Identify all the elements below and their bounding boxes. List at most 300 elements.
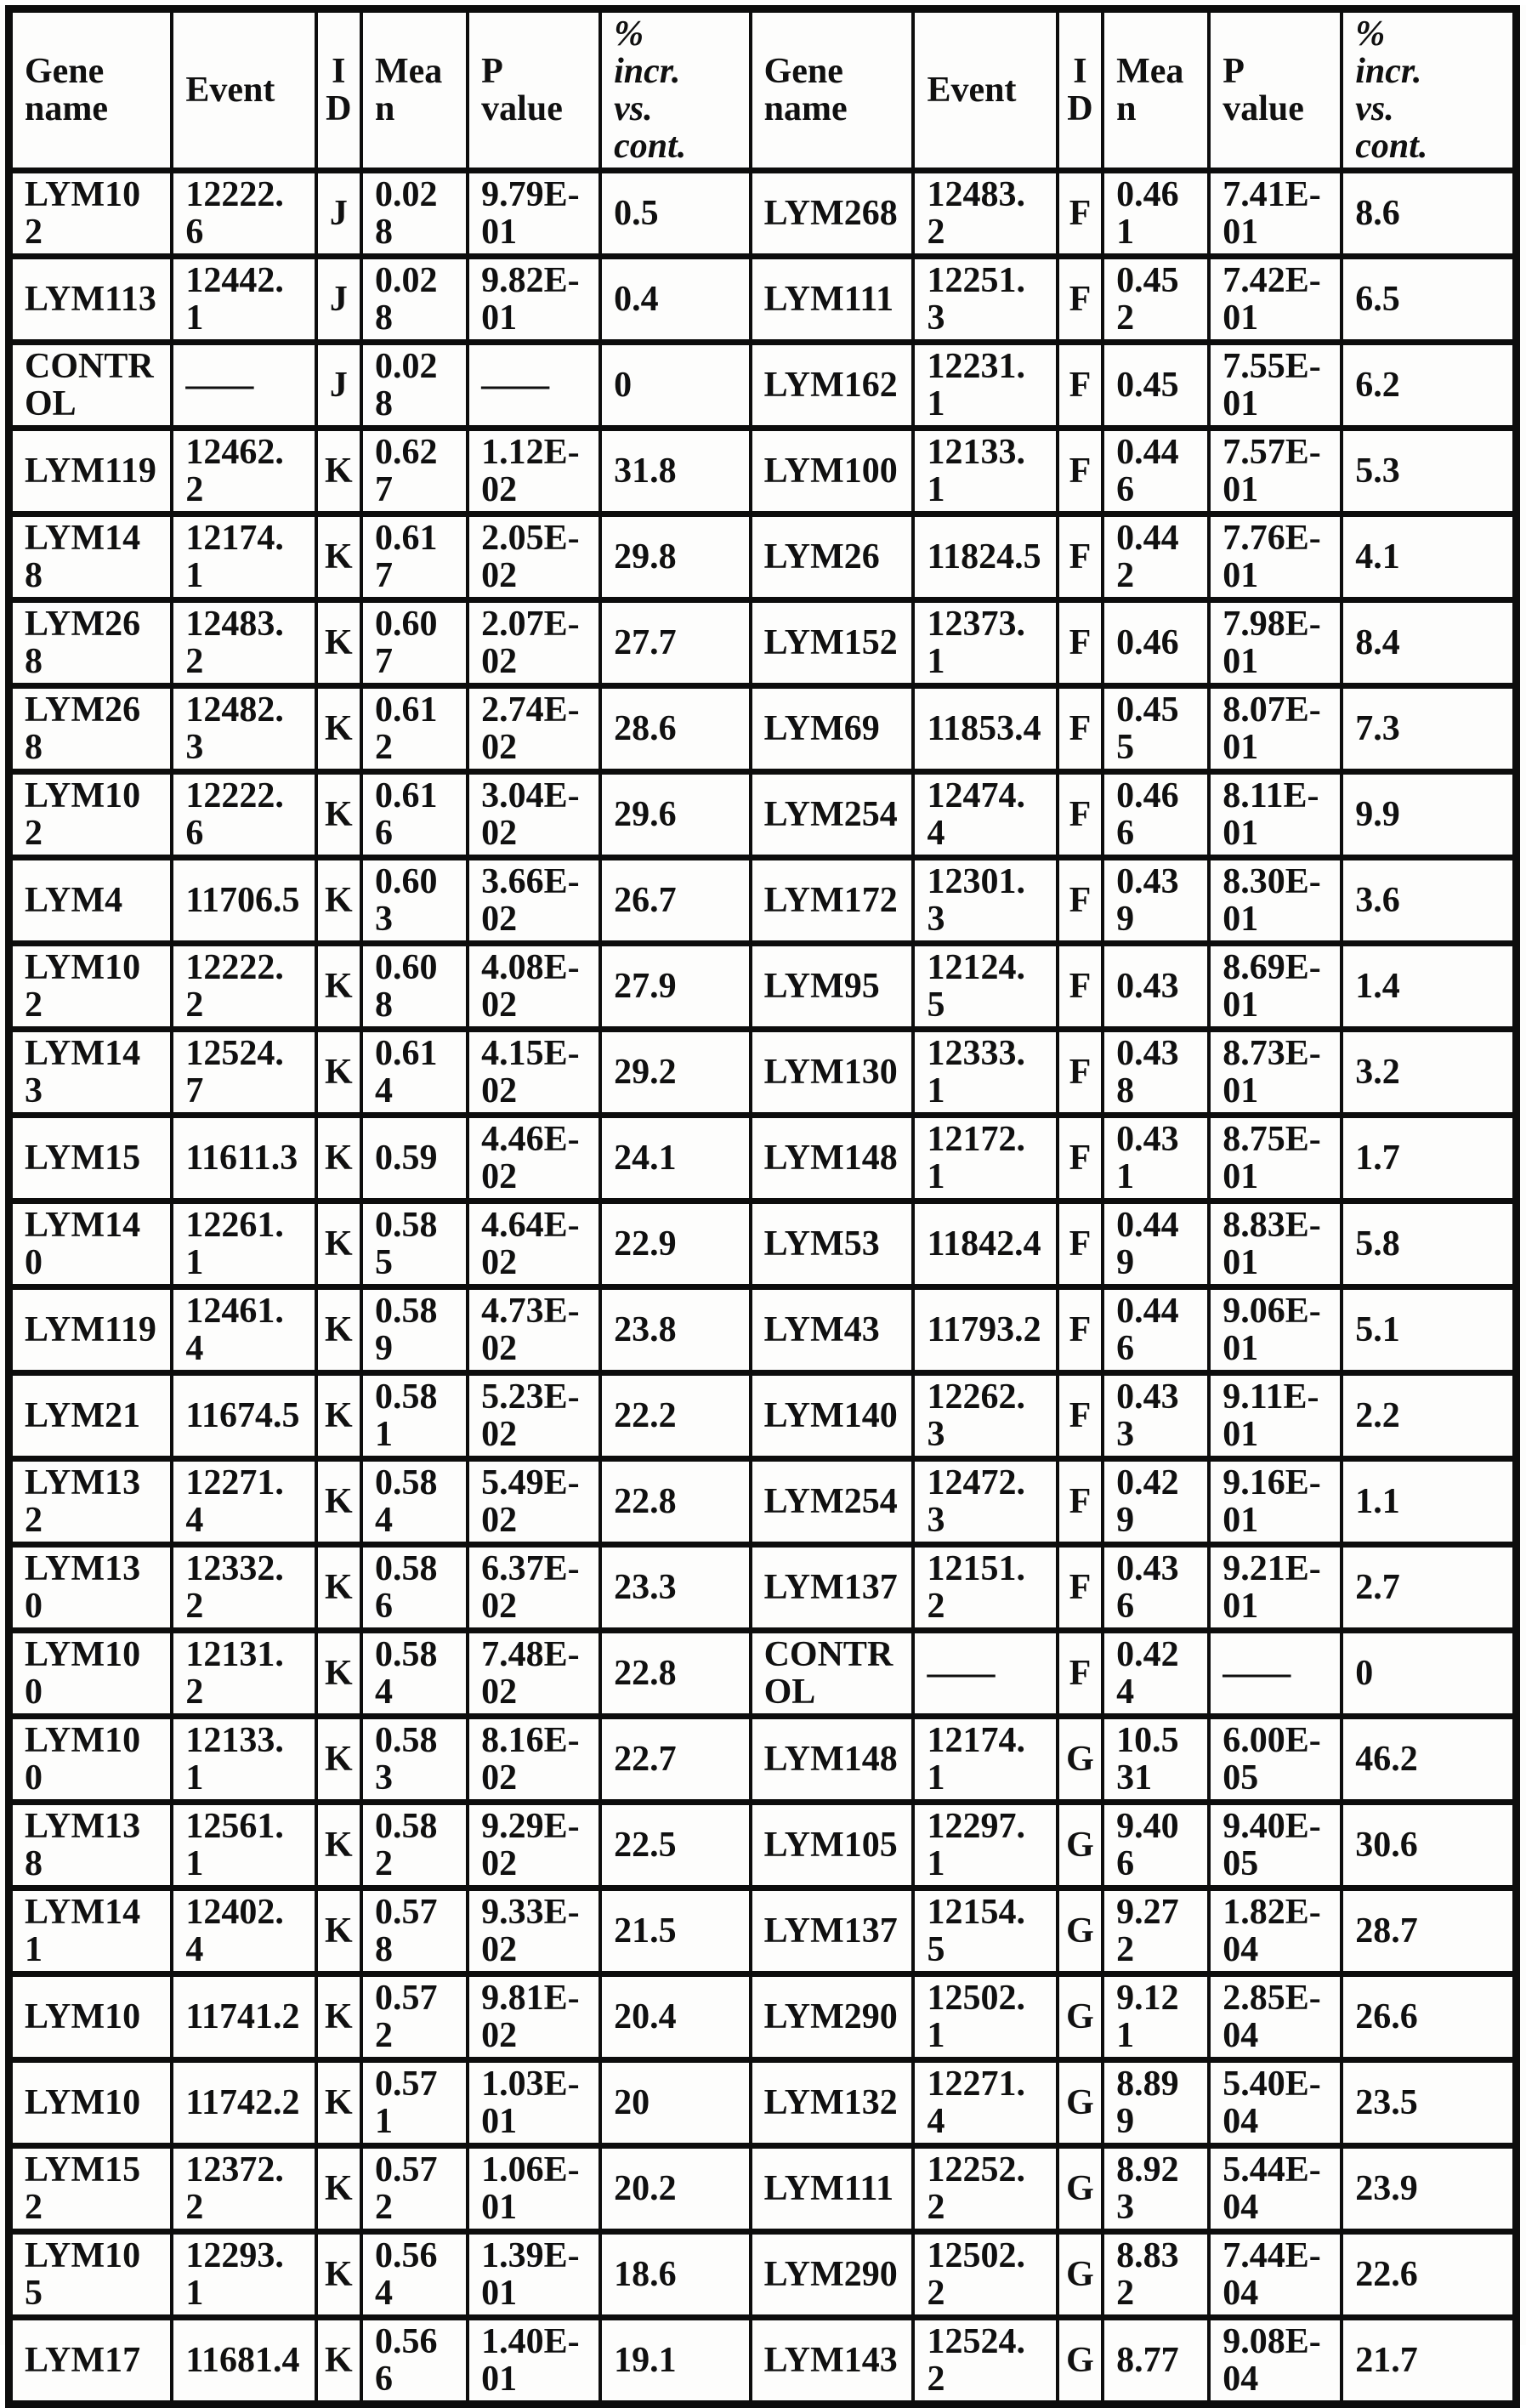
cell-gene-left: LYM102 bbox=[9, 171, 173, 257]
cell-p-left: 9.79E-01 bbox=[468, 171, 600, 257]
cell-gene-left: LYM140 bbox=[9, 1201, 173, 1287]
header-id-right: ID bbox=[1058, 9, 1103, 171]
cell-event-left: 12133.1 bbox=[172, 1717, 315, 1803]
cell-p-right: 8.83E-01 bbox=[1209, 1201, 1342, 1287]
cell-id-left: K bbox=[316, 1545, 361, 1631]
cell-incr-left: 20.4 bbox=[600, 1974, 750, 2060]
cell-event-left: 12222.2 bbox=[172, 944, 315, 1030]
header-incr-right bbox=[1342, 9, 1516, 171]
cell-event-right: 12483.2 bbox=[913, 171, 1057, 257]
cell-incr-right: 23.9 bbox=[1342, 2146, 1516, 2232]
cell-gene-left: LYM141 bbox=[9, 1888, 173, 1974]
cell-gene-right: LYM140 bbox=[751, 1373, 914, 1459]
table-row bbox=[9, 858, 1517, 944]
cell-incr-right: 1.4 bbox=[1342, 944, 1516, 1030]
cell-incr-left: 26.7 bbox=[600, 858, 750, 944]
cell-incr-left: 28.6 bbox=[600, 686, 750, 772]
cell-event-right: 12472.3 bbox=[913, 1459, 1057, 1545]
cell-event-right: 12133.1 bbox=[913, 429, 1057, 514]
cell-event-right: 12124.5 bbox=[913, 944, 1057, 1030]
cell-event-left: 11674.5 bbox=[172, 1373, 315, 1459]
cell-id-right: F bbox=[1058, 429, 1103, 514]
cell-id-right: F bbox=[1058, 1459, 1103, 1545]
cell-id-left: J bbox=[316, 171, 361, 257]
table-row bbox=[9, 1974, 1517, 2060]
cell-incr-right: 5.1 bbox=[1342, 1287, 1516, 1373]
cell-p-left: 8.16E-02 bbox=[468, 1717, 600, 1803]
table-row bbox=[9, 1116, 1517, 1201]
cell-mean-right: 0.431 bbox=[1103, 1116, 1209, 1201]
cell-id-right: F bbox=[1058, 1030, 1103, 1116]
cell-incr-left: 19.1 bbox=[600, 2318, 750, 2405]
cell-id-right: F bbox=[1058, 1287, 1103, 1373]
cell-p-left: 9.82E-01 bbox=[468, 257, 600, 343]
cell-event-left: 12131.2 bbox=[172, 1631, 315, 1717]
cell-p-right: 8.11E-01 bbox=[1209, 772, 1342, 858]
table-header bbox=[9, 9, 1517, 171]
cell-gene-left: LYM102 bbox=[9, 944, 173, 1030]
cell-p-left: 9.33E-02 bbox=[468, 1888, 600, 1974]
cell-event-right: 12172.1 bbox=[913, 1116, 1057, 1201]
cell-event-right: 12502.1 bbox=[913, 1974, 1057, 2060]
cell-gene-left: LYM10 bbox=[9, 2060, 173, 2146]
cell-gene-left: LYM100 bbox=[9, 1717, 173, 1803]
cell-mean-right: 8.77 bbox=[1103, 2318, 1209, 2405]
cell-p-right: 9.11E-01 bbox=[1209, 1373, 1342, 1459]
header-mean-right: Mean bbox=[1103, 9, 1209, 171]
cell-p-left: 3.66E-02 bbox=[468, 858, 600, 944]
header-row bbox=[9, 9, 1517, 171]
cell-gene-right: LYM143 bbox=[751, 2318, 914, 2405]
cell-incr-left: 27.7 bbox=[600, 600, 750, 686]
cell-incr-right: 23.5 bbox=[1342, 2060, 1516, 2146]
header-incr-label-right: % incr. vs. cont. bbox=[1355, 14, 1428, 166]
cell-incr-left: 22.8 bbox=[600, 1459, 750, 1545]
cell-id-right: F bbox=[1058, 686, 1103, 772]
cell-incr-left: 31.8 bbox=[600, 429, 750, 514]
cell-id-right: F bbox=[1058, 772, 1103, 858]
cell-p-left: 1.40E-01 bbox=[468, 2318, 600, 2405]
cell-gene-right: LYM100 bbox=[751, 429, 914, 514]
table-row bbox=[9, 1545, 1517, 1631]
cell-event-left: 11681.4 bbox=[172, 2318, 315, 2405]
cell-incr-left: 24.1 bbox=[600, 1116, 750, 1201]
header-id-left: ID bbox=[316, 9, 361, 171]
table-row bbox=[9, 1888, 1517, 1974]
cell-p-right: 7.76E-01 bbox=[1209, 514, 1342, 600]
cell-event-right: 12524.2 bbox=[913, 2318, 1057, 2405]
cell-id-left: K bbox=[316, 1287, 361, 1373]
cell-event-right: 12271.4 bbox=[913, 2060, 1057, 2146]
cell-id-right: G bbox=[1058, 2060, 1103, 2146]
cell-incr-left: 18.6 bbox=[600, 2232, 750, 2318]
cell-gene-left: LYM152 bbox=[9, 2146, 173, 2232]
cell-p-left: 6.37E-02 bbox=[468, 1545, 600, 1631]
cell-p-left: 9.29E-02 bbox=[468, 1803, 600, 1888]
header-event-right: Event bbox=[913, 9, 1057, 171]
cell-mean-right: 0.429 bbox=[1103, 1459, 1209, 1545]
cell-mean-left: 0.584 bbox=[361, 1631, 468, 1717]
table-row bbox=[9, 1373, 1517, 1459]
cell-mean-right: 0.446 bbox=[1103, 429, 1209, 514]
cell-incr-right: 2.7 bbox=[1342, 1545, 1516, 1631]
cell-id-right: F bbox=[1058, 1545, 1103, 1631]
cell-mean-left: 0.603 bbox=[361, 858, 468, 944]
table-row bbox=[9, 944, 1517, 1030]
cell-gene-right: LYM152 bbox=[751, 600, 914, 686]
cell-p-left: 9.81E-02 bbox=[468, 1974, 600, 2060]
cell-p-left: —— bbox=[468, 343, 600, 429]
cell-p-left: 5.49E-02 bbox=[468, 1459, 600, 1545]
cell-gene-right: LYM26 bbox=[751, 514, 914, 600]
cell-event-right: 12151.2 bbox=[913, 1545, 1057, 1631]
cell-id-left: J bbox=[316, 343, 361, 429]
cell-incr-right: 3.6 bbox=[1342, 858, 1516, 944]
cell-id-left: K bbox=[316, 600, 361, 686]
cell-gene-right: LYM172 bbox=[751, 858, 914, 944]
cell-event-right: —— bbox=[913, 1631, 1057, 1717]
cell-id-right: F bbox=[1058, 1201, 1103, 1287]
cell-event-left: 12561.1 bbox=[172, 1803, 315, 1888]
cell-incr-left: 22.8 bbox=[600, 1631, 750, 1717]
cell-mean-right: 0.446 bbox=[1103, 1287, 1209, 1373]
cell-mean-right: 8.832 bbox=[1103, 2232, 1209, 2318]
cell-event-left: 12442.1 bbox=[172, 257, 315, 343]
table-row bbox=[9, 171, 1517, 257]
cell-event-right: 12231.1 bbox=[913, 343, 1057, 429]
cell-event-right: 12252.2 bbox=[913, 2146, 1057, 2232]
cell-id-left: K bbox=[316, 686, 361, 772]
cell-mean-left: 0.584 bbox=[361, 1459, 468, 1545]
cell-id-left: K bbox=[316, 944, 361, 1030]
cell-id-left: K bbox=[316, 1373, 361, 1459]
cell-mean-left: 0.578 bbox=[361, 1888, 468, 1974]
table-body bbox=[9, 171, 1517, 2405]
cell-id-left: K bbox=[316, 514, 361, 600]
cell-gene-right: LYM111 bbox=[751, 257, 914, 343]
table-row bbox=[9, 514, 1517, 600]
cell-mean-right: 0.452 bbox=[1103, 257, 1209, 343]
cell-mean-left: 0.572 bbox=[361, 2146, 468, 2232]
cell-p-right: 1.82E-04 bbox=[1209, 1888, 1342, 1974]
cell-p-left: 4.64E-02 bbox=[468, 1201, 600, 1287]
cell-p-left: 1.39E-01 bbox=[468, 2232, 600, 2318]
cell-event-right: 12474.4 bbox=[913, 772, 1057, 858]
cell-event-left: 12293.1 bbox=[172, 2232, 315, 2318]
cell-id-right: G bbox=[1058, 2146, 1103, 2232]
cell-p-left: 4.46E-02 bbox=[468, 1116, 600, 1201]
cell-p-right: 8.73E-01 bbox=[1209, 1030, 1342, 1116]
header-p-value-right: P value bbox=[1209, 9, 1342, 171]
cell-mean-left: 0.564 bbox=[361, 2232, 468, 2318]
cell-id-left: K bbox=[316, 2146, 361, 2232]
cell-mean-right: 0.45 bbox=[1103, 343, 1209, 429]
cell-mean-left: 0.572 bbox=[361, 1974, 468, 2060]
cell-incr-right: 1.7 bbox=[1342, 1116, 1516, 1201]
cell-incr-right: 3.2 bbox=[1342, 1030, 1516, 1116]
cell-id-left: K bbox=[316, 1717, 361, 1803]
cell-incr-right: 6.2 bbox=[1342, 343, 1516, 429]
cell-p-right: 8.75E-01 bbox=[1209, 1116, 1342, 1201]
cell-p-left: 4.73E-02 bbox=[468, 1287, 600, 1373]
table-row bbox=[9, 2318, 1517, 2405]
cell-incr-left: 27.9 bbox=[600, 944, 750, 1030]
cell-gene-right: LYM290 bbox=[751, 2232, 914, 2318]
cell-gene-left: LYM15 bbox=[9, 1116, 173, 1201]
cell-id-left: K bbox=[316, 2232, 361, 2318]
cell-mean-left: 0.616 bbox=[361, 772, 468, 858]
cell-event-left: 12271.4 bbox=[172, 1459, 315, 1545]
cell-incr-right: 5.3 bbox=[1342, 429, 1516, 514]
header-event-left: Event bbox=[172, 9, 315, 171]
cell-p-right: 5.40E-04 bbox=[1209, 2060, 1342, 2146]
cell-incr-right: 22.6 bbox=[1342, 2232, 1516, 2318]
cell-gene-left: LYM119 bbox=[9, 429, 173, 514]
cell-mean-left: 0.571 bbox=[361, 2060, 468, 2146]
table-row bbox=[9, 772, 1517, 858]
cell-mean-right: 0.455 bbox=[1103, 686, 1209, 772]
cell-gene-right: LYM132 bbox=[751, 2060, 914, 2146]
cell-gene-right: LYM111 bbox=[751, 2146, 914, 2232]
cell-event-left: 11611.3 bbox=[172, 1116, 315, 1201]
cell-event-right: 12373.1 bbox=[913, 600, 1057, 686]
cell-mean-left: 0.617 bbox=[361, 514, 468, 600]
cell-gene-right: LYM254 bbox=[751, 1459, 914, 1545]
cell-id-right: G bbox=[1058, 1974, 1103, 2060]
cell-mean-left: 0.589 bbox=[361, 1287, 468, 1373]
cell-event-right: 11824.5 bbox=[913, 514, 1057, 600]
cell-incr-left: 22.7 bbox=[600, 1717, 750, 1803]
cell-incr-left: 0 bbox=[600, 343, 750, 429]
header-gene-name-left: Gene name bbox=[9, 9, 173, 171]
cell-incr-left: 29.8 bbox=[600, 514, 750, 600]
cell-mean-left: 0.614 bbox=[361, 1030, 468, 1116]
cell-event-left: 12462.2 bbox=[172, 429, 315, 514]
cell-mean-left: 0.028 bbox=[361, 343, 468, 429]
cell-p-right: 9.16E-01 bbox=[1209, 1459, 1342, 1545]
cell-gene-left: CONTROL bbox=[9, 343, 173, 429]
cell-incr-right: 6.5 bbox=[1342, 257, 1516, 343]
cell-gene-right: LYM95 bbox=[751, 944, 914, 1030]
cell-event-left: 12222.6 bbox=[172, 772, 315, 858]
cell-id-left: K bbox=[316, 1116, 361, 1201]
cell-event-right: 12502.2 bbox=[913, 2232, 1057, 2318]
cell-event-right: 11842.4 bbox=[913, 1201, 1057, 1287]
cell-mean-right: 0.43 bbox=[1103, 944, 1209, 1030]
cell-event-left: —— bbox=[172, 343, 315, 429]
cell-mean-right: 9.121 bbox=[1103, 1974, 1209, 2060]
cell-mean-left: 0.586 bbox=[361, 1545, 468, 1631]
cell-p-right: —— bbox=[1209, 1631, 1342, 1717]
cell-p-right: 8.30E-01 bbox=[1209, 858, 1342, 944]
cell-p-right: 7.41E-01 bbox=[1209, 171, 1342, 257]
cell-gene-left: LYM132 bbox=[9, 1459, 173, 1545]
cell-incr-right: 0 bbox=[1342, 1631, 1516, 1717]
cell-mean-right: 9.406 bbox=[1103, 1803, 1209, 1888]
cell-p-right: 7.42E-01 bbox=[1209, 257, 1342, 343]
cell-mean-right: 0.424 bbox=[1103, 1631, 1209, 1717]
cell-p-right: 8.69E-01 bbox=[1209, 944, 1342, 1030]
cell-p-right: 9.40E-05 bbox=[1209, 1803, 1342, 1888]
cell-id-right: G bbox=[1058, 1717, 1103, 1803]
cell-incr-right: 8.4 bbox=[1342, 600, 1516, 686]
cell-gene-left: LYM4 bbox=[9, 858, 173, 944]
cell-mean-right: 8.923 bbox=[1103, 2146, 1209, 2232]
cell-incr-left: 20.2 bbox=[600, 2146, 750, 2232]
cell-mean-right: 8.899 bbox=[1103, 2060, 1209, 2146]
cell-id-right: G bbox=[1058, 2318, 1103, 2405]
cell-gene-left: LYM21 bbox=[9, 1373, 173, 1459]
table-row bbox=[9, 1287, 1517, 1373]
cell-p-right: 6.00E-05 bbox=[1209, 1717, 1342, 1803]
cell-p-left: 2.05E-02 bbox=[468, 514, 600, 600]
cell-p-left: 1.12E-02 bbox=[468, 429, 600, 514]
cell-incr-left: 21.5 bbox=[600, 1888, 750, 1974]
cell-incr-left: 0.4 bbox=[600, 257, 750, 343]
table-row bbox=[9, 1717, 1517, 1803]
cell-mean-left: 0.028 bbox=[361, 171, 468, 257]
cell-incr-right: 28.7 bbox=[1342, 1888, 1516, 1974]
cell-mean-right: 0.433 bbox=[1103, 1373, 1209, 1459]
table-row bbox=[9, 686, 1517, 772]
cell-incr-right: 4.1 bbox=[1342, 514, 1516, 600]
cell-event-right: 12251.3 bbox=[913, 257, 1057, 343]
cell-incr-right: 9.9 bbox=[1342, 772, 1516, 858]
cell-event-left: 12483.2 bbox=[172, 600, 315, 686]
cell-mean-left: 0.585 bbox=[361, 1201, 468, 1287]
cell-incr-left: 23.8 bbox=[600, 1287, 750, 1373]
cell-mean-right: 0.449 bbox=[1103, 1201, 1209, 1287]
cell-incr-right: 8.6 bbox=[1342, 171, 1516, 257]
cell-id-right: F bbox=[1058, 1631, 1103, 1717]
cell-mean-left: 0.607 bbox=[361, 600, 468, 686]
cell-mean-right: 10.531 bbox=[1103, 1717, 1209, 1803]
cell-mean-right: 0.438 bbox=[1103, 1030, 1209, 1116]
cell-id-left: J bbox=[316, 257, 361, 343]
cell-id-right: G bbox=[1058, 2232, 1103, 2318]
cell-gene-right: LYM254 bbox=[751, 772, 914, 858]
cell-p-right: 9.08E-04 bbox=[1209, 2318, 1342, 2405]
cell-p-right: 7.57E-01 bbox=[1209, 429, 1342, 514]
cell-mean-right: 0.439 bbox=[1103, 858, 1209, 944]
cell-gene-right: LYM148 bbox=[751, 1717, 914, 1803]
cell-mean-right: 9.272 bbox=[1103, 1888, 1209, 1974]
cell-id-left: K bbox=[316, 1974, 361, 2060]
cell-gene-right: LYM268 bbox=[751, 171, 914, 257]
cell-gene-left: LYM268 bbox=[9, 600, 173, 686]
cell-incr-right: 1.1 bbox=[1342, 1459, 1516, 1545]
cell-mean-left: 0.581 bbox=[361, 1373, 468, 1459]
cell-gene-right: LYM130 bbox=[751, 1030, 914, 1116]
cell-incr-right: 5.8 bbox=[1342, 1201, 1516, 1287]
cell-mean-right: 0.46 bbox=[1103, 600, 1209, 686]
cell-event-left: 12261.1 bbox=[172, 1201, 315, 1287]
cell-incr-left: 20 bbox=[600, 2060, 750, 2146]
cell-event-left: 12524.7 bbox=[172, 1030, 315, 1116]
cell-id-left: K bbox=[316, 1030, 361, 1116]
cell-event-right: 12174.1 bbox=[913, 1717, 1057, 1803]
cell-p-right: 7.55E-01 bbox=[1209, 343, 1342, 429]
cell-incr-left: 23.3 bbox=[600, 1545, 750, 1631]
cell-gene-left: LYM119 bbox=[9, 1287, 173, 1373]
cell-id-left: K bbox=[316, 1459, 361, 1545]
cell-incr-left: 29.2 bbox=[600, 1030, 750, 1116]
cell-gene-right: LYM69 bbox=[751, 686, 914, 772]
cell-event-right: 12333.1 bbox=[913, 1030, 1057, 1116]
gene-results-table bbox=[5, 5, 1520, 2408]
cell-mean-left: 0.566 bbox=[361, 2318, 468, 2405]
cell-mean-right: 0.436 bbox=[1103, 1545, 1209, 1631]
cell-gene-right: LYM148 bbox=[751, 1116, 914, 1201]
cell-incr-right: 2.2 bbox=[1342, 1373, 1516, 1459]
cell-event-left: 12461.4 bbox=[172, 1287, 315, 1373]
table-row bbox=[9, 1030, 1517, 1116]
cell-id-right: F bbox=[1058, 1116, 1103, 1201]
cell-event-right: 12301.3 bbox=[913, 858, 1057, 944]
cell-gene-left: LYM143 bbox=[9, 1030, 173, 1116]
cell-p-right: 7.44E-04 bbox=[1209, 2232, 1342, 2318]
cell-mean-left: 0.612 bbox=[361, 686, 468, 772]
cell-incr-right: 7.3 bbox=[1342, 686, 1516, 772]
cell-id-left: K bbox=[316, 1201, 361, 1287]
table-row bbox=[9, 343, 1517, 429]
cell-p-right: 2.85E-04 bbox=[1209, 1974, 1342, 2060]
cell-id-right: F bbox=[1058, 1373, 1103, 1459]
cell-event-left: 12332.2 bbox=[172, 1545, 315, 1631]
cell-id-right: F bbox=[1058, 343, 1103, 429]
cell-gene-right: CONTROL bbox=[751, 1631, 914, 1717]
table-row bbox=[9, 1631, 1517, 1717]
cell-event-right: 11793.2 bbox=[913, 1287, 1057, 1373]
header-incr-left bbox=[600, 9, 750, 171]
table-row bbox=[9, 600, 1517, 686]
cell-gene-right: LYM105 bbox=[751, 1803, 914, 1888]
cell-mean-left: 0.582 bbox=[361, 1803, 468, 1888]
cell-incr-left: 29.6 bbox=[600, 772, 750, 858]
cell-mean-right: 0.466 bbox=[1103, 772, 1209, 858]
cell-p-left: 3.04E-02 bbox=[468, 772, 600, 858]
cell-id-left: K bbox=[316, 1631, 361, 1717]
cell-id-left: K bbox=[316, 429, 361, 514]
cell-p-right: 9.06E-01 bbox=[1209, 1287, 1342, 1373]
cell-mean-right: 0.442 bbox=[1103, 514, 1209, 600]
cell-id-left: K bbox=[316, 2060, 361, 2146]
cell-id-right: G bbox=[1058, 1888, 1103, 1974]
cell-event-left: 12372.2 bbox=[172, 2146, 315, 2232]
cell-id-right: F bbox=[1058, 514, 1103, 600]
header-p-value-left: P value bbox=[468, 9, 600, 171]
cell-gene-left: LYM105 bbox=[9, 2232, 173, 2318]
cell-incr-left: 22.9 bbox=[600, 1201, 750, 1287]
cell-gene-right: LYM53 bbox=[751, 1201, 914, 1287]
table-row bbox=[9, 1201, 1517, 1287]
cell-p-left: 1.06E-01 bbox=[468, 2146, 600, 2232]
table-row bbox=[9, 2232, 1517, 2318]
cell-incr-right: 30.6 bbox=[1342, 1803, 1516, 1888]
table-row bbox=[9, 1459, 1517, 1545]
scanned-document-page bbox=[0, 5, 1526, 2399]
cell-event-left: 12174.1 bbox=[172, 514, 315, 600]
cell-id-left: K bbox=[316, 858, 361, 944]
cell-mean-right: 0.461 bbox=[1103, 171, 1209, 257]
cell-id-left: K bbox=[316, 772, 361, 858]
cell-incr-right: 26.6 bbox=[1342, 1974, 1516, 2060]
cell-id-right: G bbox=[1058, 1803, 1103, 1888]
cell-id-right: F bbox=[1058, 257, 1103, 343]
cell-gene-left: LYM100 bbox=[9, 1631, 173, 1717]
cell-event-left: 12482.3 bbox=[172, 686, 315, 772]
cell-event-left: 11741.2 bbox=[172, 1974, 315, 2060]
